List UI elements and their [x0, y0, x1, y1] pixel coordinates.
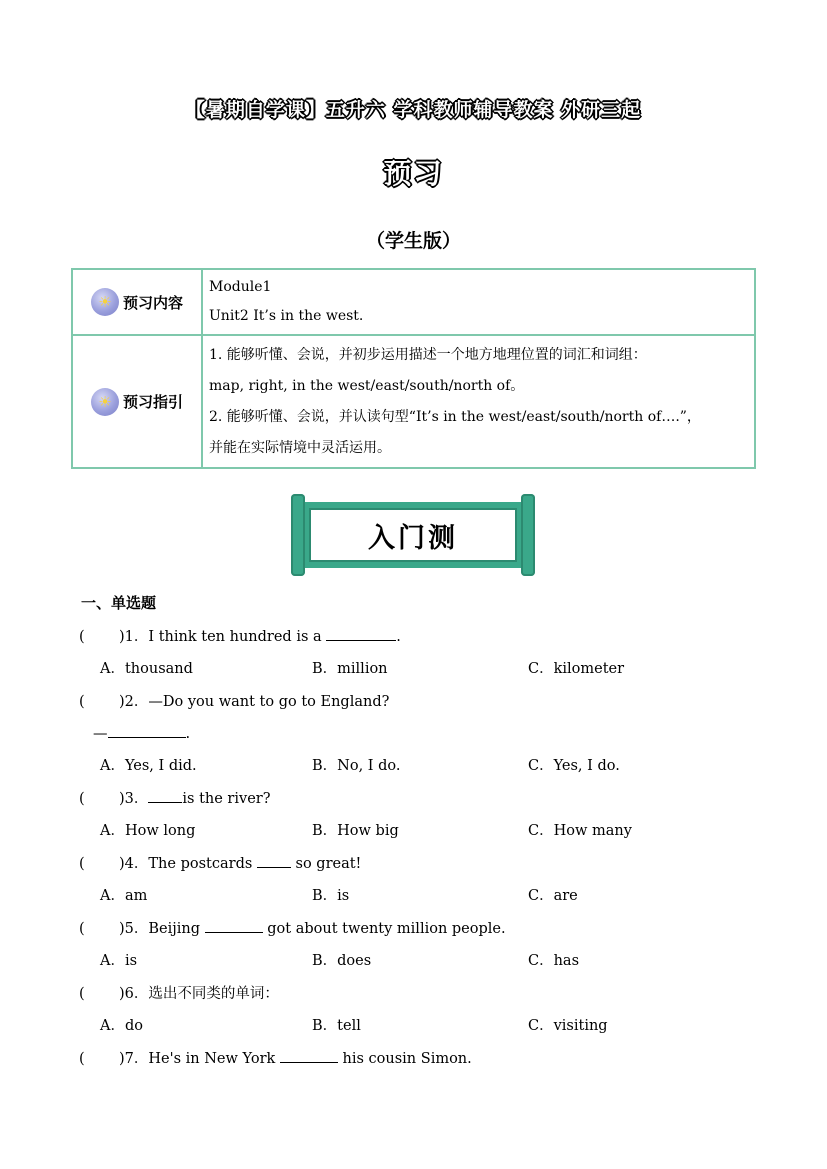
option-b[interactable]: B．No, I do. [312, 758, 401, 774]
version-label: （学生版） [365, 230, 461, 252]
scroll-roll-left [291, 494, 305, 576]
question-list [79, 622, 759, 1076]
question-text: The postcards [148, 856, 257, 872]
dialogue-dash: — [93, 726, 108, 742]
content-line: 并能在实际情境中灵活运用。 [209, 440, 391, 456]
question-stem [79, 784, 759, 816]
row-label-cell [72, 269, 202, 335]
question-stem [79, 687, 759, 719]
content-line: 1. 能够听懂、会说，并初步运用描述一个地方地理位置的词汇和词组： [209, 347, 647, 363]
answer-paren[interactable]: ( [79, 921, 85, 937]
option-a[interactable]: A．thousand [100, 661, 193, 677]
lightbulb-icon: ☀ [91, 288, 119, 316]
answer-paren[interactable]: ( [79, 694, 85, 710]
option-c[interactable]: C．How many [528, 823, 632, 839]
question-text: . [185, 726, 191, 742]
answer-paren[interactable]: ( [79, 1051, 85, 1067]
option-row [79, 1011, 759, 1044]
question-text: . [396, 629, 401, 645]
answer-blank[interactable] [205, 918, 263, 933]
section-heading: 一、单选题 [81, 594, 157, 612]
question-stem [79, 914, 759, 946]
answer-paren[interactable]: ( [79, 986, 85, 1002]
option-b[interactable]: B．million [312, 661, 388, 677]
question-stem [79, 979, 759, 1011]
question-text: 选出不同类的单词： [148, 986, 279, 1002]
table-row [72, 269, 755, 335]
question-text: —Do you want to go to England? [148, 694, 390, 710]
question-text: is the river? [182, 791, 271, 807]
option-row [79, 654, 759, 687]
preview-info-table [71, 268, 756, 469]
question-number: )6． [119, 986, 149, 1002]
document-title: 【暑期自学课】五升六 学科教师辅导教案 外研三起 [185, 99, 642, 121]
row-content-cell [202, 269, 755, 335]
question-number: )2． [119, 694, 149, 710]
content-line: Module1 [209, 279, 272, 295]
document-subtitle: 预习 [383, 157, 444, 190]
answer-blank[interactable] [108, 723, 186, 738]
answer-blank[interactable] [280, 1048, 338, 1063]
question-number: )4． [119, 856, 149, 872]
answer-blank[interactable] [326, 626, 396, 641]
option-c[interactable]: C．has [528, 953, 580, 969]
row-label: 预习内容 [122, 293, 183, 312]
option-row [79, 751, 759, 784]
option-b[interactable]: B．How big [312, 823, 399, 839]
row-label: 预习指引 [122, 393, 183, 411]
row-content-cell [202, 335, 755, 468]
content-line: Unit2 It’s in the west. [209, 308, 364, 324]
content-line: map, right, in the west/east/south/north of。 [209, 378, 525, 394]
option-a[interactable]: A．Yes, I did. [100, 758, 197, 774]
answer-paren[interactable]: ( [79, 791, 85, 807]
scroll-roll-right [521, 494, 535, 576]
question-text: got about twenty million people. [262, 921, 506, 937]
option-a[interactable]: A．am [100, 888, 148, 904]
table-row [72, 335, 755, 468]
option-a[interactable]: A．do [100, 1018, 143, 1034]
lightbulb-icon: ☀ [91, 388, 119, 416]
option-c[interactable]: C．are [528, 888, 578, 904]
question-number: )3． [119, 791, 149, 807]
option-row [79, 881, 759, 914]
answer-blank[interactable] [257, 853, 291, 868]
section-banner [291, 494, 535, 576]
option-row [79, 816, 759, 849]
option-b[interactable]: B．is [312, 888, 350, 904]
question-text: I think ten hundred is a [148, 629, 327, 645]
row-label-cell [72, 335, 202, 468]
answer-blank[interactable] [148, 788, 182, 803]
question-number: )1． [119, 629, 149, 645]
answer-line [79, 719, 759, 751]
question-text: so great! [290, 856, 362, 872]
option-c[interactable]: C．kilometer [528, 661, 625, 677]
question-text: his cousin Simon. [337, 1051, 472, 1067]
question-text: He's in New York [148, 1051, 280, 1067]
option-b[interactable]: B．tell [312, 1018, 361, 1034]
option-a[interactable]: A．How long [100, 823, 196, 839]
option-c[interactable]: C．visiting [528, 1018, 608, 1034]
banner-text: 入门测 [309, 508, 517, 562]
option-a[interactable]: A．is [100, 953, 138, 969]
option-c[interactable]: C．Yes, I do. [528, 758, 620, 774]
question-stem [79, 622, 759, 654]
question-stem [79, 849, 759, 881]
question-number: )5． [119, 921, 149, 937]
option-b[interactable]: B．does [312, 953, 372, 969]
answer-paren[interactable]: ( [79, 856, 85, 872]
answer-paren[interactable]: ( [79, 629, 85, 645]
content-line: 2. 能够听懂、会说，并认读句型“It’s in the west/east/south/north of….”， [209, 409, 701, 425]
question-stem [79, 1044, 759, 1076]
question-number: )7． [119, 1051, 149, 1067]
option-row [79, 946, 759, 979]
question-text: Beijing [148, 921, 205, 937]
